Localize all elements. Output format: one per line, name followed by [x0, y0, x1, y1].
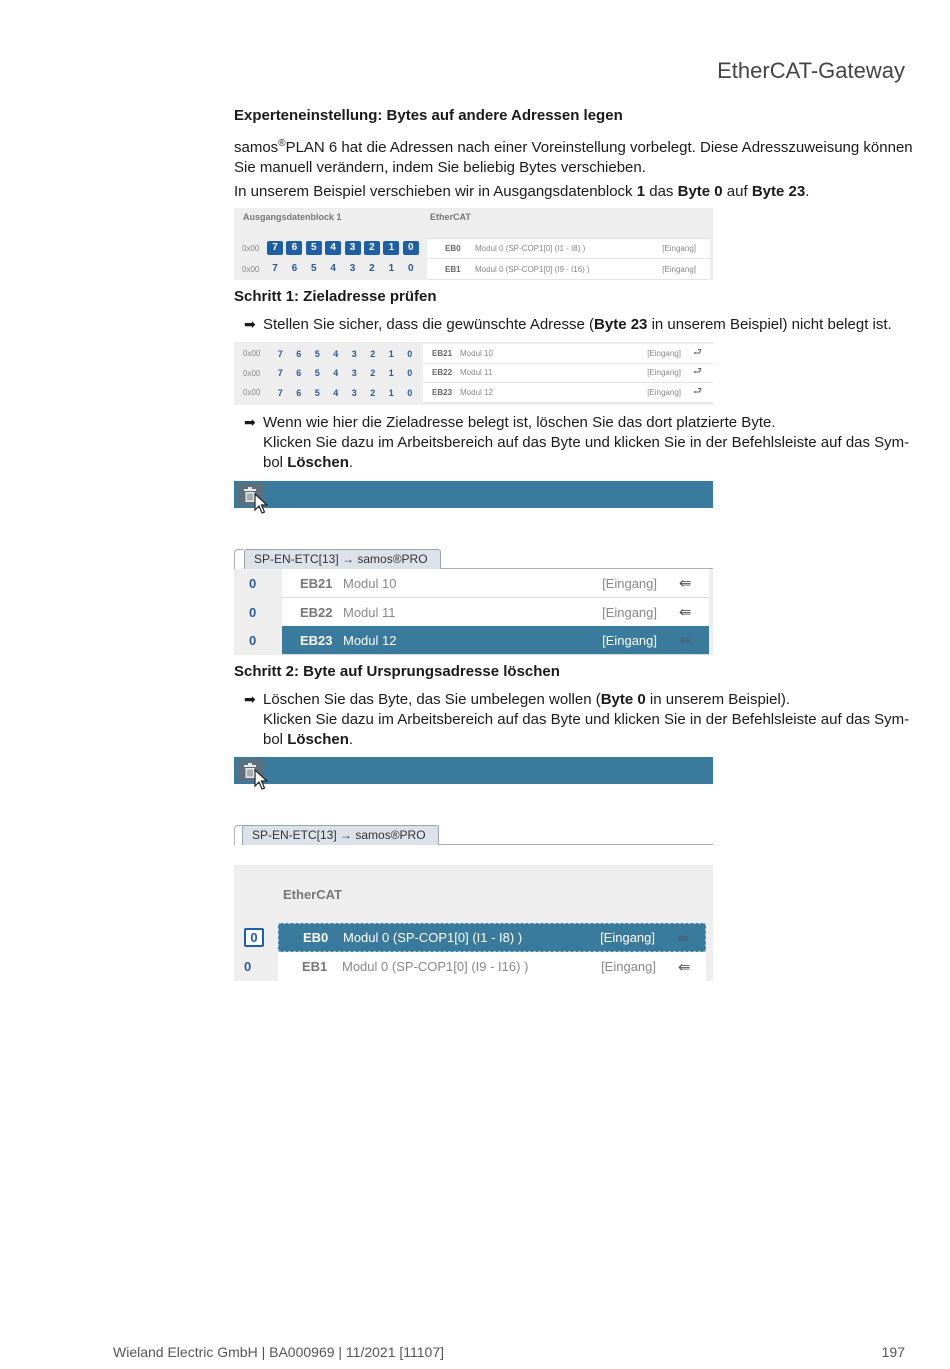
workspace-grid [234, 865, 713, 981]
tab-sp-en-etc[interactable]: SP-EN-ETC[13] → samos®PRO [242, 825, 439, 845]
intro-text: PLAN 6 hat die Adressen nach einer Voreinstellung vorbelegt. Diese Adresszuweisung können [285, 139, 913, 156]
bit-cell[interactable]: 0 [407, 263, 414, 274]
bit-cell[interactable]: 2 [370, 348, 376, 359]
ethercat-row[interactable] [423, 344, 713, 364]
intro-text: samos [234, 139, 279, 156]
page-number: 197 [881, 1344, 905, 1360]
screenshot-output-block [234, 208, 713, 280]
input-arrow-icon: ⮐ [693, 366, 702, 378]
step-text: Wenn wie hier die Zieladresse belegt ist, löschen Sie das dort platzierte Byte. [263, 414, 776, 431]
bit-cell[interactable]: 4 [330, 263, 336, 274]
table-row [234, 344, 713, 364]
table-row [234, 383, 713, 403]
bit-cell[interactable]: 6 [291, 263, 298, 274]
bit-cell[interactable]: 1 [388, 387, 394, 398]
eb-label: EB23 [432, 387, 453, 397]
bit-cell[interactable]: 4 [333, 387, 339, 398]
step1-bullet-2 [263, 413, 923, 473]
ethercat-header: EtherCAT [430, 212, 471, 222]
bit-cell[interactable]: 4 [333, 348, 339, 359]
bit-cell[interactable]: 3 [351, 348, 357, 359]
ethercat-row[interactable] [278, 952, 706, 981]
bit-cell[interactable]: 5 [306, 241, 322, 255]
footer-info: Wieland Electric GmbH | BA000969 | 11/2021 [11107] [113, 1344, 445, 1360]
intro-paragraph-1 [234, 134, 914, 178]
bit-cell[interactable]: 5 [311, 263, 317, 274]
input-arrow-icon: ⇚ [679, 604, 692, 621]
ethercat-row[interactable] [282, 626, 709, 655]
tab-divider [439, 844, 713, 845]
address-label: 0x00 [243, 368, 261, 378]
output-block-header: Ausgangsdatenblock 1 [243, 212, 342, 222]
bit-cell[interactable]: 1 [388, 263, 395, 274]
bit-cell[interactable]: 3 [345, 241, 361, 255]
module-label: Modul 12 [460, 387, 493, 397]
arrow-bullet-icon: ➡ [244, 691, 256, 707]
bit-cell[interactable]: 2 [364, 241, 380, 255]
module-label: Modul 10 [343, 575, 397, 591]
bit-cell[interactable]: 6 [296, 387, 302, 398]
bit-cell[interactable]: 6 [286, 241, 302, 255]
bold-text: Löschen [287, 454, 349, 471]
module-label: Modul 0 (SP-COP1[0] (I9 - I16) ) [342, 959, 529, 974]
byte-value[interactable]: 0 [249, 605, 257, 620]
bit-cell[interactable]: 7 [267, 241, 283, 255]
bit-cell[interactable]: 0 [407, 387, 413, 398]
bit-cell[interactable]: 0 [407, 348, 413, 359]
step-text: Klicken Sie dazu im Arbeitsbereich auf das Byte und klicken Sie in der Befehlsleiste auf das Sym- [263, 711, 910, 728]
step-text: in unserem Beispiel). [645, 691, 790, 708]
table-row [234, 364, 713, 384]
eb-label: EB0 [303, 930, 329, 945]
input-arrow-icon: ⇚ [679, 632, 692, 649]
table-row[interactable] [234, 569, 713, 598]
direction-label: [Eingang] [601, 959, 656, 974]
screenshot-target-address [234, 342, 713, 405]
arrow-bullet-icon: ➡ [244, 316, 256, 332]
address-label: 0x00 [243, 388, 261, 398]
bit-cell[interactable]: 3 [351, 387, 357, 398]
bold-text: 1 [636, 183, 646, 200]
step-text: Stellen Sie sicher, dass die gewünschte Adresse ( [263, 316, 595, 333]
bold-text: Byte 0 [677, 183, 723, 200]
registered-mark: ® [278, 138, 286, 149]
step-text: Klicken Sie dazu im Arbeitsbereich auf das Byte und klicken Sie in der Befehlsleiste auf das Sym- [263, 434, 910, 451]
input-arrow-icon: ⇚ [677, 929, 690, 947]
bold-text: Byte 23 [594, 316, 648, 333]
module-label: Modul 10 [460, 348, 493, 358]
mouse-cursor-icon [254, 493, 268, 515]
eb-label: EB0 [445, 244, 461, 253]
eb-label: EB23 [300, 632, 333, 648]
step-text: bol [263, 731, 288, 748]
direction-label: [Eingang] [662, 244, 696, 253]
bit-row [242, 262, 422, 276]
input-arrow-icon: ⮐ [693, 385, 702, 397]
eb-label: EB22 [300, 604, 333, 620]
eb-label: EB1 [445, 264, 461, 274]
bit-cell[interactable]: 5 [314, 368, 320, 379]
step-text: bol [263, 454, 288, 471]
bit-cell[interactable]: 0 [403, 241, 419, 255]
bit-cell[interactable]: 7 [277, 348, 283, 359]
step-text: . [348, 454, 354, 471]
arrow-bullet-icon: ➡ [244, 414, 256, 430]
ethercat-row[interactable] [282, 598, 709, 627]
intro-text: In unserem Beispiel verschieben wir in Ausgangsdatenblock [234, 183, 637, 200]
byte-value[interactable]: 0 [244, 959, 252, 974]
bold-text: Löschen [287, 731, 349, 748]
bold-text: Byte 23 [751, 183, 806, 200]
ethercat-row[interactable] [427, 238, 710, 259]
input-arrow-icon: ⮐ [693, 346, 702, 358]
ethercat-row[interactable] [423, 364, 713, 384]
bit-cell[interactable]: 2 [370, 387, 376, 398]
direction-label: [Eingang] [600, 930, 655, 945]
input-arrow-icon: ⇚ [679, 575, 692, 592]
intro-text: . [805, 183, 810, 200]
step-text: . [348, 731, 354, 748]
command-bar [234, 481, 713, 508]
bit-cell[interactable]: 1 [388, 368, 394, 379]
bit-cell[interactable]: 0 [407, 368, 413, 379]
byte-value-selected[interactable] [234, 928, 278, 947]
eb-label: EB21 [432, 348, 453, 358]
eb-label: EB21 [300, 575, 333, 591]
eb-label: EB1 [302, 959, 328, 974]
table-row-selected[interactable] [234, 923, 713, 952]
step2-bullet [263, 690, 923, 750]
eb-label: EB22 [432, 368, 453, 378]
module-label: Modul 0 (SP-COP1[0] (I1 - I8) ) [343, 930, 523, 945]
input-arrow-icon: ⇚ [678, 958, 691, 976]
address-label: 0x00 [242, 243, 260, 253]
module-label: Modul 0 (SP-COP1[0] (I1 - I8) ) [475, 244, 586, 253]
bit-cell[interactable]: 1 [383, 241, 399, 255]
direction-label: [Eingang] [647, 387, 681, 397]
direction-label: [Eingang] [662, 264, 696, 274]
bit-cell[interactable]: 6 [296, 368, 302, 379]
bit-cell[interactable]: 5 [314, 348, 320, 359]
ethercat-row[interactable] [282, 569, 709, 598]
module-label: Modul 11 [343, 604, 396, 620]
section-heading: Experteneinstellung: Bytes auf andere Adressen legen [234, 107, 623, 124]
table-row-selected[interactable] [234, 626, 713, 655]
intro-paragraph-2 [234, 182, 914, 202]
intro-text: Sie manuell verändern, indem Sie beliebig Bytes verschieben. [234, 159, 646, 176]
ethercat-row[interactable] [423, 383, 713, 403]
byte-value[interactable]: 0 [244, 928, 264, 947]
bit-cell[interactable]: 4 [325, 241, 341, 255]
ethercat-row[interactable] [278, 923, 706, 952]
step-text: in unserem Beispiel) nicht belegt ist. [647, 316, 892, 333]
direction-label: [Eingang] [602, 632, 657, 648]
mouse-cursor-icon [254, 769, 268, 791]
bit-cell[interactable]: 1 [388, 348, 394, 359]
bit-cell[interactable]: 7 [277, 387, 283, 398]
bold-text: Byte 0 [600, 691, 646, 708]
tab-edge [234, 549, 244, 569]
ethercat-row[interactable] [427, 259, 710, 280]
bit-cell[interactable]: 4 [333, 368, 339, 379]
bit-cell[interactable]: 3 [349, 263, 356, 274]
workspace-grid [234, 569, 713, 655]
direction-label: [Eingang] [647, 348, 681, 358]
ethercat-header: EtherCAT [283, 887, 342, 902]
bit-cell[interactable]: 6 [296, 348, 302, 359]
step1-bullet-1 [263, 315, 923, 335]
direction-label: [Eingang] [602, 604, 657, 620]
byte-value[interactable]: 0 [249, 576, 257, 591]
direction-label: [Eingang] [647, 368, 681, 378]
direction-label: [Eingang] [602, 575, 657, 591]
intro-text: das [645, 183, 678, 200]
bit-cell[interactable]: 7 [277, 368, 283, 379]
tab-sp-en-etc[interactable]: SP-EN-ETC[13] → samos®PRO [244, 549, 441, 569]
bit-cell[interactable]: 5 [314, 387, 320, 398]
intro-text: auf [722, 183, 752, 200]
step-text: Löschen Sie das Byte, das Sie umbelegen wollen ( [263, 691, 601, 708]
address-label: 0x00 [243, 349, 261, 359]
command-bar [234, 757, 713, 784]
table-row[interactable] [234, 598, 713, 627]
page-header-title: EtherCAT-Gateway [717, 58, 905, 83]
module-label: Modul 0 (SP-COP1[0] (I9 - I16) ) [475, 264, 590, 274]
bit-cell[interactable]: 2 [370, 368, 376, 379]
step1-heading: Schritt 1: Zieladresse prüfen [234, 288, 437, 305]
bit-cell[interactable]: 2 [369, 263, 375, 274]
byte-value[interactable]: 0 [249, 633, 257, 648]
step2-heading: Schritt 2: Byte auf Ursprungsadresse löschen [234, 663, 560, 680]
table-row[interactable] [234, 952, 713, 981]
bit-cell[interactable]: 3 [351, 368, 357, 379]
module-label: Modul 11 [460, 368, 493, 378]
address-label: 0x00 [242, 264, 260, 274]
bit-cell[interactable]: 7 [272, 263, 278, 274]
bit-row [242, 241, 422, 255]
module-label: Modul 12 [343, 632, 397, 648]
